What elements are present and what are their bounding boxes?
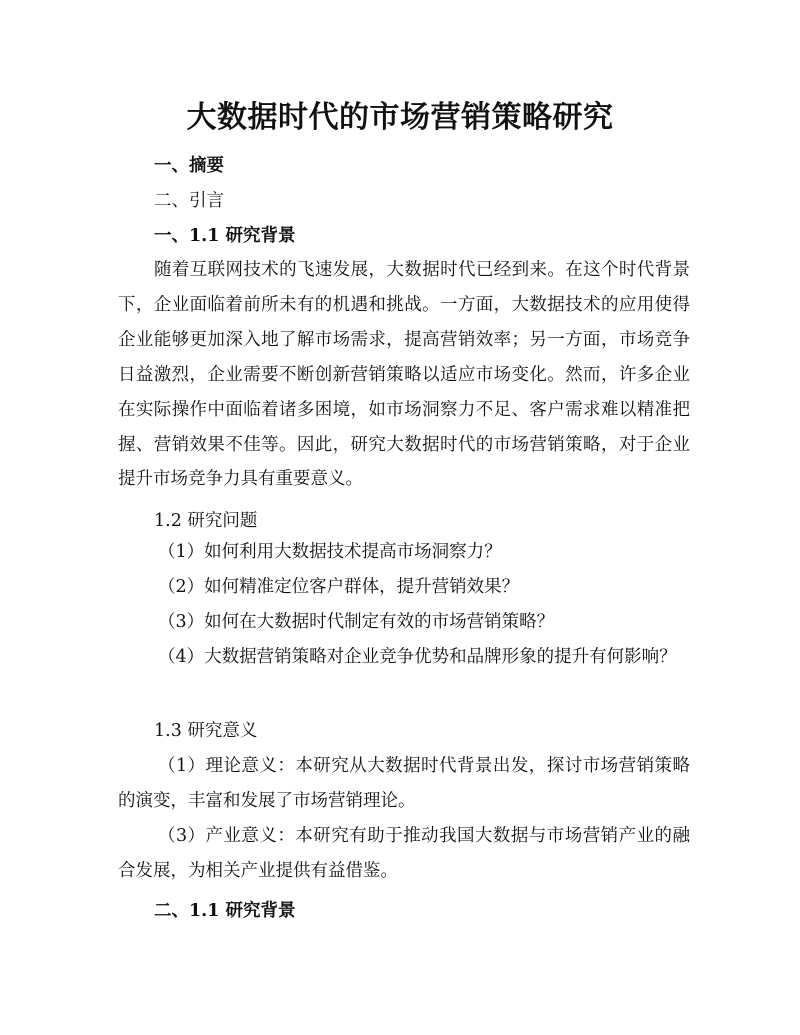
heading-research-background: 一、1.1 研究背景 xyxy=(154,226,296,246)
significance-item-industry: （3）产业意义：本研究有助于推动我国大数据与市场营销产业的融合发展，为相关产业提供有益借鉴。 xyxy=(118,826,690,881)
significance-item-theory: （1）理论意义：本研究从大数据时代背景出发，探讨市场营销策略的演变，丰富和发展了市场营销理论。 xyxy=(118,756,690,811)
document-title: 大数据时代的市场营销策略研究 xyxy=(186,100,614,135)
question-item-1: （1）如何利用大数据技术提高市场洞察力？ xyxy=(158,542,502,562)
heading-introduction: 二、引言 xyxy=(154,191,224,211)
question-item-3: （3）如何在大数据时代制定有效的市场营销策略？ xyxy=(158,612,555,632)
background-paragraph: 随着互联网技术的飞速发展，大数据时代已经到来。在这个时代背景下，企业面临着前所未有的机遇和挑战。一方面，大数据技术的应用使得企业能够更加深入地了解市场需求，提高营销效率；另一方面，市场竞争日益激烈，企业需要不断创新营销策略以适应市场变化。然而，许多企业在实际操作中面临着诸多困境，如市场洞察力不足、客户需求难以精准把握、营销效果不佳等。因此，研究大数据时代的市场营销策略，对于企业提升市场竞争力具有重要意义。 xyxy=(118,260,690,490)
heading-research-questions: 1.2 研究问题 xyxy=(154,511,258,531)
heading-research-background-2: 二、1.1 研究背景 xyxy=(154,901,296,921)
question-item-4: （4）大数据营销策略对企业竞争优势和品牌形象的提升有何影响？ xyxy=(158,647,677,667)
question-item-2: （2）如何精准定位客户群体，提升营销效果？ xyxy=(158,577,520,597)
heading-abstract: 一、摘要 xyxy=(154,156,224,176)
heading-research-significance: 1.3 研究意义 xyxy=(154,721,258,741)
